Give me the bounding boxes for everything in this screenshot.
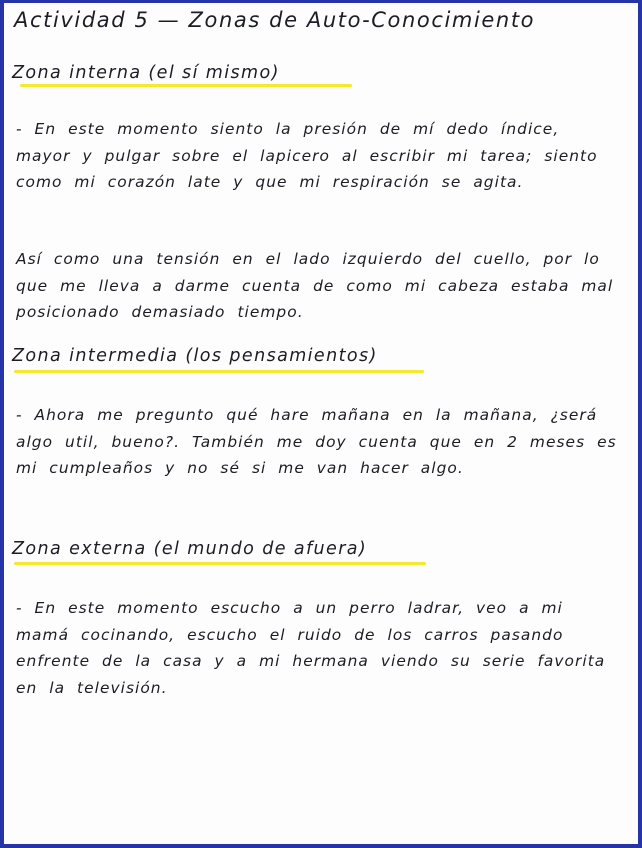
paragraph-external-1: - En este momento escucho a un perro ladrar, veo a mi mamá cocinando, escucho el ruido de los carros pasando enfrente de la casa y a mi hermana viendo su serie favorita en la televisión.	[16, 599, 606, 697]
page-title: Actividad 5 — Zonas de Auto-Conocimiento	[14, 8, 536, 32]
heading-text: Zona intermedia (los pensamientos)	[12, 346, 378, 366]
section-heading-external-zone	[12, 539, 367, 559]
heading-highlight	[14, 370, 424, 373]
paragraph-internal-1: - En este momento siento la presión de mí dedo índice, mayor y pulgar sobre el lapicero al escribir mi tarea; siento como mi corazón late y que mi respiración se agita.	[16, 120, 598, 191]
paragraph-internal-2: Así como una tensión en el lado izquierdo del cuello, por lo que me lleva a darme cuenta de como mi cabeza estaba mal posicionado demasiado tiempo.	[16, 250, 614, 321]
heading-text: Zona externa (el mundo de afuera)	[12, 539, 368, 559]
section-heading-internal-zone	[12, 63, 280, 83]
heading-highlight	[20, 84, 352, 87]
section-heading-intermediate-zone	[12, 346, 378, 366]
paragraph-intermediate-1: - Ahora me pregunto qué hare mañana en la mañana, ¿será algo util, bueno?. También me doy cuenta que en 2 meses es mi cumpleaños y no sé si me van hacer algo.	[16, 406, 617, 477]
heading-text: Zona interna (el sí mismo)	[12, 63, 280, 83]
heading-highlight	[14, 562, 426, 565]
